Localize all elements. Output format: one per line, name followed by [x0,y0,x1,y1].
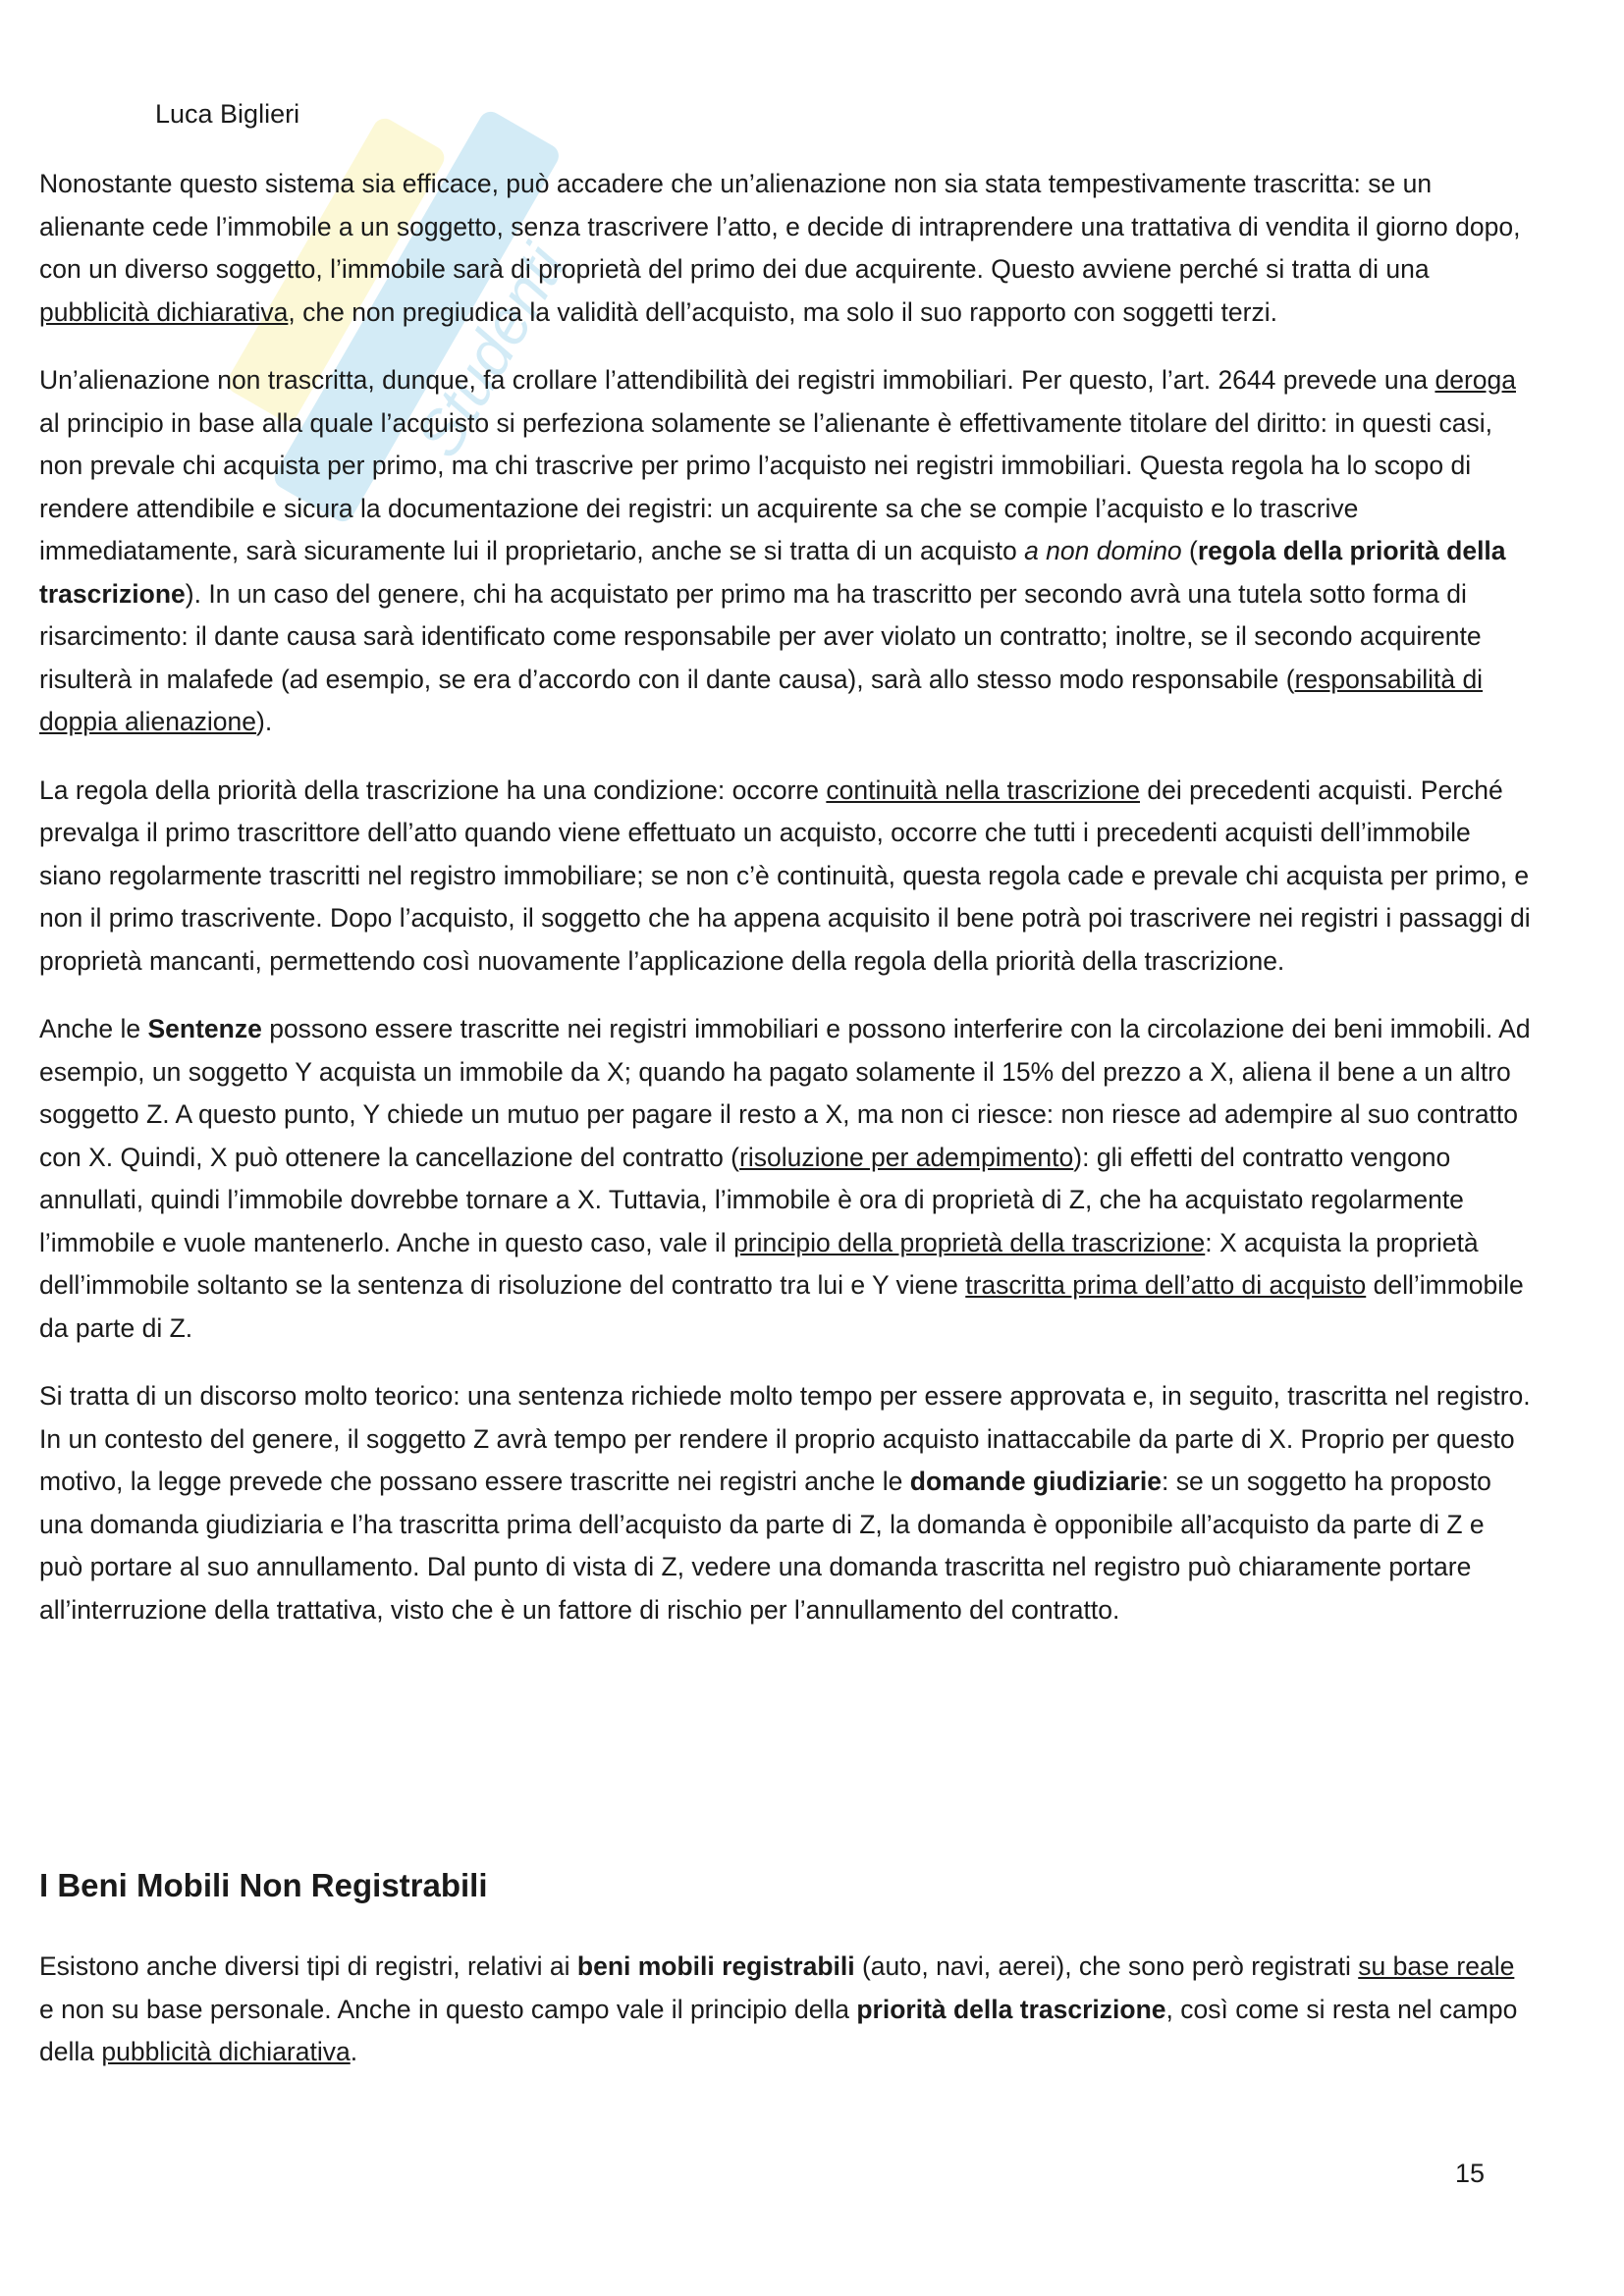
text-run: : se un soggetto ha proposto una domanda giudiziaria e l’ha trascritta prima dell’acquisto da parte di Z, la domanda è opponibile all’acquisto da parte di Z e può portare al suo annullamento. Dal punto di vista di Z, vedere una domanda trascritta nel registro può chiaramente portare all’interruzione della trattativa, visto che è un fattore di rischio per l’annullamento del contratto. [39,1467,1491,1625]
text-run: ): gli effetti del contratto vengono annullati, quindi l’immobile dovrebbe tornare a X. Tuttavia, l’immobile è ora di proprietà di Z, che ha acquistato regolarmente l’immobile e vuole mantenerlo. Anche in questo caso, vale il [39,1142,1464,1257]
underlined-term: pubblicità dichiarativa [101,2037,351,2066]
text-run: , che non pregiudica la validità dell’acquisto, ma solo il suo rapporto con soggetti terzi. [288,296,1277,327]
paragraph [39,359,1532,744]
section-body [39,1946,1532,2074]
underlined-term: pubblicità dichiarativa [39,296,289,327]
underlined-term: principio della proprietà della trascrizione [733,1227,1206,1257]
paragraph [39,163,1532,334]
bold-term: Sentenze [147,1014,262,1043]
underlined-term: trascritta prima dell’atto di acquisto [965,1270,1367,1300]
underlined-term: risoluzione per adempimento [739,1142,1074,1172]
section-heading: I Beni Mobili Non Registrabili [39,1867,488,1903]
section-paragraph [39,1946,1532,2074]
author-name: Luca Biglieri [155,99,300,129]
text-run: e non su base personale. Anche in questo campo vale il principio della [39,1994,857,2024]
page-number: 15 [1454,2159,1485,2188]
text-run: Anche le [39,1014,148,1043]
paragraph [39,1375,1532,1631]
text-run: ). In un caso del genere, chi ha acquistato per primo ma ha trascritto per secondo avrà una tutela sotto forma di risarcimento: il dante causa sarà identificato come responsabile per aver violato un contratto; inoltre, se il secondo acquirente risulterà in malafede (ad esempio, se era d’accordo con il dante causa), sarà allo stesso modo responsabile ( [39,578,1482,694]
bold-term: domande giudiziarie [909,1467,1162,1496]
bold-term: beni mobili registrabili [576,1951,855,1981]
bold-term: regola della priorità della trascrizione [39,536,1506,609]
underlined-term: continuità nella trascrizione [826,774,1141,805]
text-run: al principio in base alla quale l’acquisto si perfeziona solamente se l’alienante è effettivamente titolare del diritto: in questi casi, non prevale chi acquista per primo, ma chi trascrive per primo l’acquisto nei registri immobiliari. Questa regola ha lo scopo di rendere attendibile e sicura la documentazione dei registri: un acquirente sa che se compie l’acquisto e lo trascrive immediatamente, sarà sicuramente lui il proprietario, anche se si tratta di un acquisto [39,407,1492,565]
italic-term: a non domino [1024,536,1182,565]
text-run: La regola della priorità della trascrizione ha una condizione: occorre [39,774,827,805]
text-run: Nonostante questo sistema sia efficace, può accadere che un’alienazione non sia stata tempestivamente trascritta: se un alienante cede l’immobile a un soggetto, senza trascrivere l’atto, e decide di intraprendere una trattativa di vendita il giorno dopo, con un diverso soggetto, l’immobile sarà di proprietà del primo dei due acquirente. Questo avviene perché si tratta di una [39,169,1521,284]
text-run: Si tratta di un discorso molto teorico: una sentenza richiede molto tempo per essere approvata e, in seguito, trascritta nel registro. In un contesto del genere, il soggetto Z avrà tempo per rendere il proprio acquisto inattaccabile da parte di X. Proprio per questo motivo, la legge prevede che possano essere trascritte nei registri anche le [39,1381,1531,1496]
text-run: dei precedenti acquisti. Perché prevalga il primo trascrittore dell’atto quando viene effettuato un acquisto, occorre che tutti i precedenti acquisti dell’immobile siano regolarmente trascritti nel registro immobiliare; se non c’è continuità, questa regola cade e prevale chi acquista per primo, e non il primo trascrivente. Dopo l’acquisto, il soggetto che ha appena acquisito il bene potrà poi trascrivere nei registri i passaggi di proprietà mancanti, permettendo così nuovamente l’applicazione della regola della priorità della trascrizione. [39,774,1531,976]
text-run: : X acquista la proprietà dell’immobile soltanto se la sentenza di risoluzione del contratto tra lui e Y viene [39,1227,1479,1300]
paragraph [39,1008,1532,1350]
text-run: dell’immobile da parte di Z. [39,1270,1524,1343]
text-run: Un’alienazione non trascritta, dunque, fa crollare l’attendibilità dei registri immobiliari. Per questo, l’art. 2644 prevede una [39,365,1435,395]
text-run: possono essere trascritte nei registri immobiliari e possono interferire con la circolazione dei beni immobili. Ad esempio, un soggetto Y acquista un immobile da X; quando ha pagato solamente il 15% del prezzo a X, aliena il bene a un altro soggetto Z. A questo punto, Y chiede un mutuo per pagare il resto a X, ma non ci riesce: non riesce ad adempire al suo contratto con X. Quindi, X può ottenere la cancellazione del contratto ( [39,1014,1531,1172]
underlined-term: su base reale [1358,1951,1515,1981]
text-run: (auto, navi, aerei), che sono però registrati [854,1951,1359,1981]
bold-term: priorità della trascrizione [856,1994,1166,2024]
watermark-brand-text: Studenti [403,233,579,469]
underlined-term: responsabilità di doppia alienazione [39,664,1484,736]
paragraph [39,770,1532,984]
body-text [39,163,1532,1657]
underlined-term: deroga [1435,365,1516,395]
text-run: . [350,2037,358,2066]
text-run: , così come si resta nel campo della [39,1994,1518,2066]
text-run: ( [1181,536,1198,565]
text-run: ). [256,707,273,736]
text-run: Esistono anche diversi tipi di registri, relativi ai [39,1951,577,1981]
